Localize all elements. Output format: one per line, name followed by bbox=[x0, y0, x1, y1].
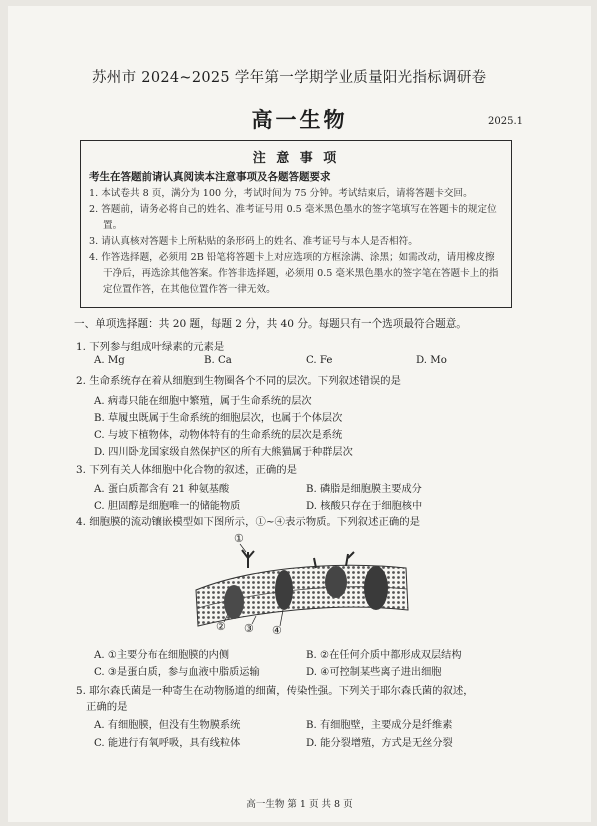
option: C. 胆固醇是细胞唯一的储能物质 bbox=[94, 501, 241, 512]
notice-item: 4. 作答选择题，必须用 2B 铅笔将答题卡上对应选项的方框涂满、涂黑；如需改动，请用橡皮擦干净后，再选涂其他答案。作答非选择题，必须用 0.5 毫米黑色墨水的签字笔在答题卡上的指定位置作答，在其他位置作答一律无效。 bbox=[89, 252, 499, 295]
option: C. Fe bbox=[306, 355, 333, 366]
option: B. 有细胞壁，主要成分是纤维素 bbox=[306, 720, 453, 731]
exam-title: 苏州市 2024~2025 学年第一学期学业质量阳光指标调研卷 bbox=[92, 70, 487, 86]
membrane-protein bbox=[364, 566, 388, 610]
membrane-protein bbox=[325, 566, 347, 598]
cell-membrane-diagram bbox=[186, 530, 416, 638]
section-heading: 一、单项选择题：共 20 题，每题 2 分，共 40 分。每题只有一个选项最符合题意。 bbox=[74, 318, 467, 330]
glycoprotein bbox=[346, 552, 354, 566]
notice-title: 注 意 事 项 bbox=[252, 151, 340, 166]
option: D. 核酸只存在于细胞核中 bbox=[306, 501, 423, 512]
question-stem-continued: 正确的是 bbox=[86, 701, 128, 713]
question-stem: 1. 下列参与组成叶绿素的元素是 bbox=[76, 341, 225, 353]
exam-date: 2025.1 bbox=[488, 116, 523, 127]
notice-item: 3. 请认真核对答题卡上所粘贴的条形码上的姓名、准考证号与本人是否相符。 bbox=[89, 236, 418, 247]
option: C. 能进行有氧呼吸，具有线粒体 bbox=[94, 738, 241, 749]
svg-text:②: ② bbox=[216, 620, 226, 633]
glycoprotein bbox=[242, 550, 254, 568]
option: C. 与坡下植物体，动物体特有的生命系统的层次是系统 bbox=[94, 430, 343, 441]
option: D. 四川卧龙国家级自然保护区的所有大熊猫属于种群层次 bbox=[94, 447, 353, 458]
option: A. 蛋白质都含有 21 种氨基酸 bbox=[94, 484, 230, 495]
option: D. ④可控制某些离子进出细胞 bbox=[306, 667, 442, 678]
svg-text:①: ① bbox=[234, 532, 244, 545]
question-stem: 3. 下列有关人体细胞中化合物的叙述，正确的是 bbox=[76, 464, 298, 476]
option: B. ②在任何介质中都形成双层结构 bbox=[306, 650, 462, 661]
membrane-protein bbox=[224, 585, 244, 619]
option: B. 磷脂是细胞膜主要成分 bbox=[306, 484, 422, 495]
question-stem: 2. 生命系统存在着从细胞到生物圈各个不同的层次。下列叙述错误的是 bbox=[76, 375, 401, 387]
notice-item: 2. 答题前，请务必将自己的姓名、准考证号用 0.5 毫米黑色墨水的签字笔填写在答题卡的规定位置。 bbox=[89, 204, 497, 231]
exam-page bbox=[8, 6, 591, 822]
membrane-protein bbox=[275, 570, 293, 610]
option: D. 能分裂增殖，方式是无丝分裂 bbox=[306, 738, 453, 749]
subject-title: 高一生物 bbox=[251, 108, 348, 132]
svg-text:④: ④ bbox=[272, 624, 282, 637]
option: A. Mg bbox=[94, 355, 125, 366]
page-footer: 高一生物 第 1 页 共 8 页 bbox=[246, 799, 353, 810]
option: B. 草履虫既属于生命系统的细胞层次，也属于个体层次 bbox=[94, 413, 343, 424]
question-stem: 4. 细胞膜的流动镶嵌模型如下图所示，①~④表示物质。下列叙述正确的是 bbox=[76, 516, 421, 528]
question-stem: 5. 耶尔森氏菌是一种寄生在动物肠道的细菌，传染性强。下列关于耶尔森氏菌的叙述， bbox=[76, 685, 474, 697]
notice-intro: 考生在答题前请认真阅读本注意事项及各题答题要求 bbox=[89, 171, 331, 183]
option: B. Ca bbox=[204, 355, 232, 366]
option: A. 有细胞膜，但没有生物膜系统 bbox=[94, 720, 241, 731]
notice-item: 1. 本试卷共 8 页，满分为 100 分，考试时间为 75 分钟。考试结束后，请将答题卡交回。 bbox=[89, 188, 473, 199]
option: A. 病毒只能在细胞中繁殖，属于生命系统的层次 bbox=[94, 396, 312, 407]
notice-box bbox=[80, 140, 512, 308]
option: A. ①主要分布在细胞膜的内侧 bbox=[94, 650, 230, 661]
svg-text:③: ③ bbox=[244, 622, 254, 635]
option: C. ③是蛋白质，参与血液中脂质运输 bbox=[94, 667, 260, 678]
option: D. Mo bbox=[416, 355, 447, 366]
